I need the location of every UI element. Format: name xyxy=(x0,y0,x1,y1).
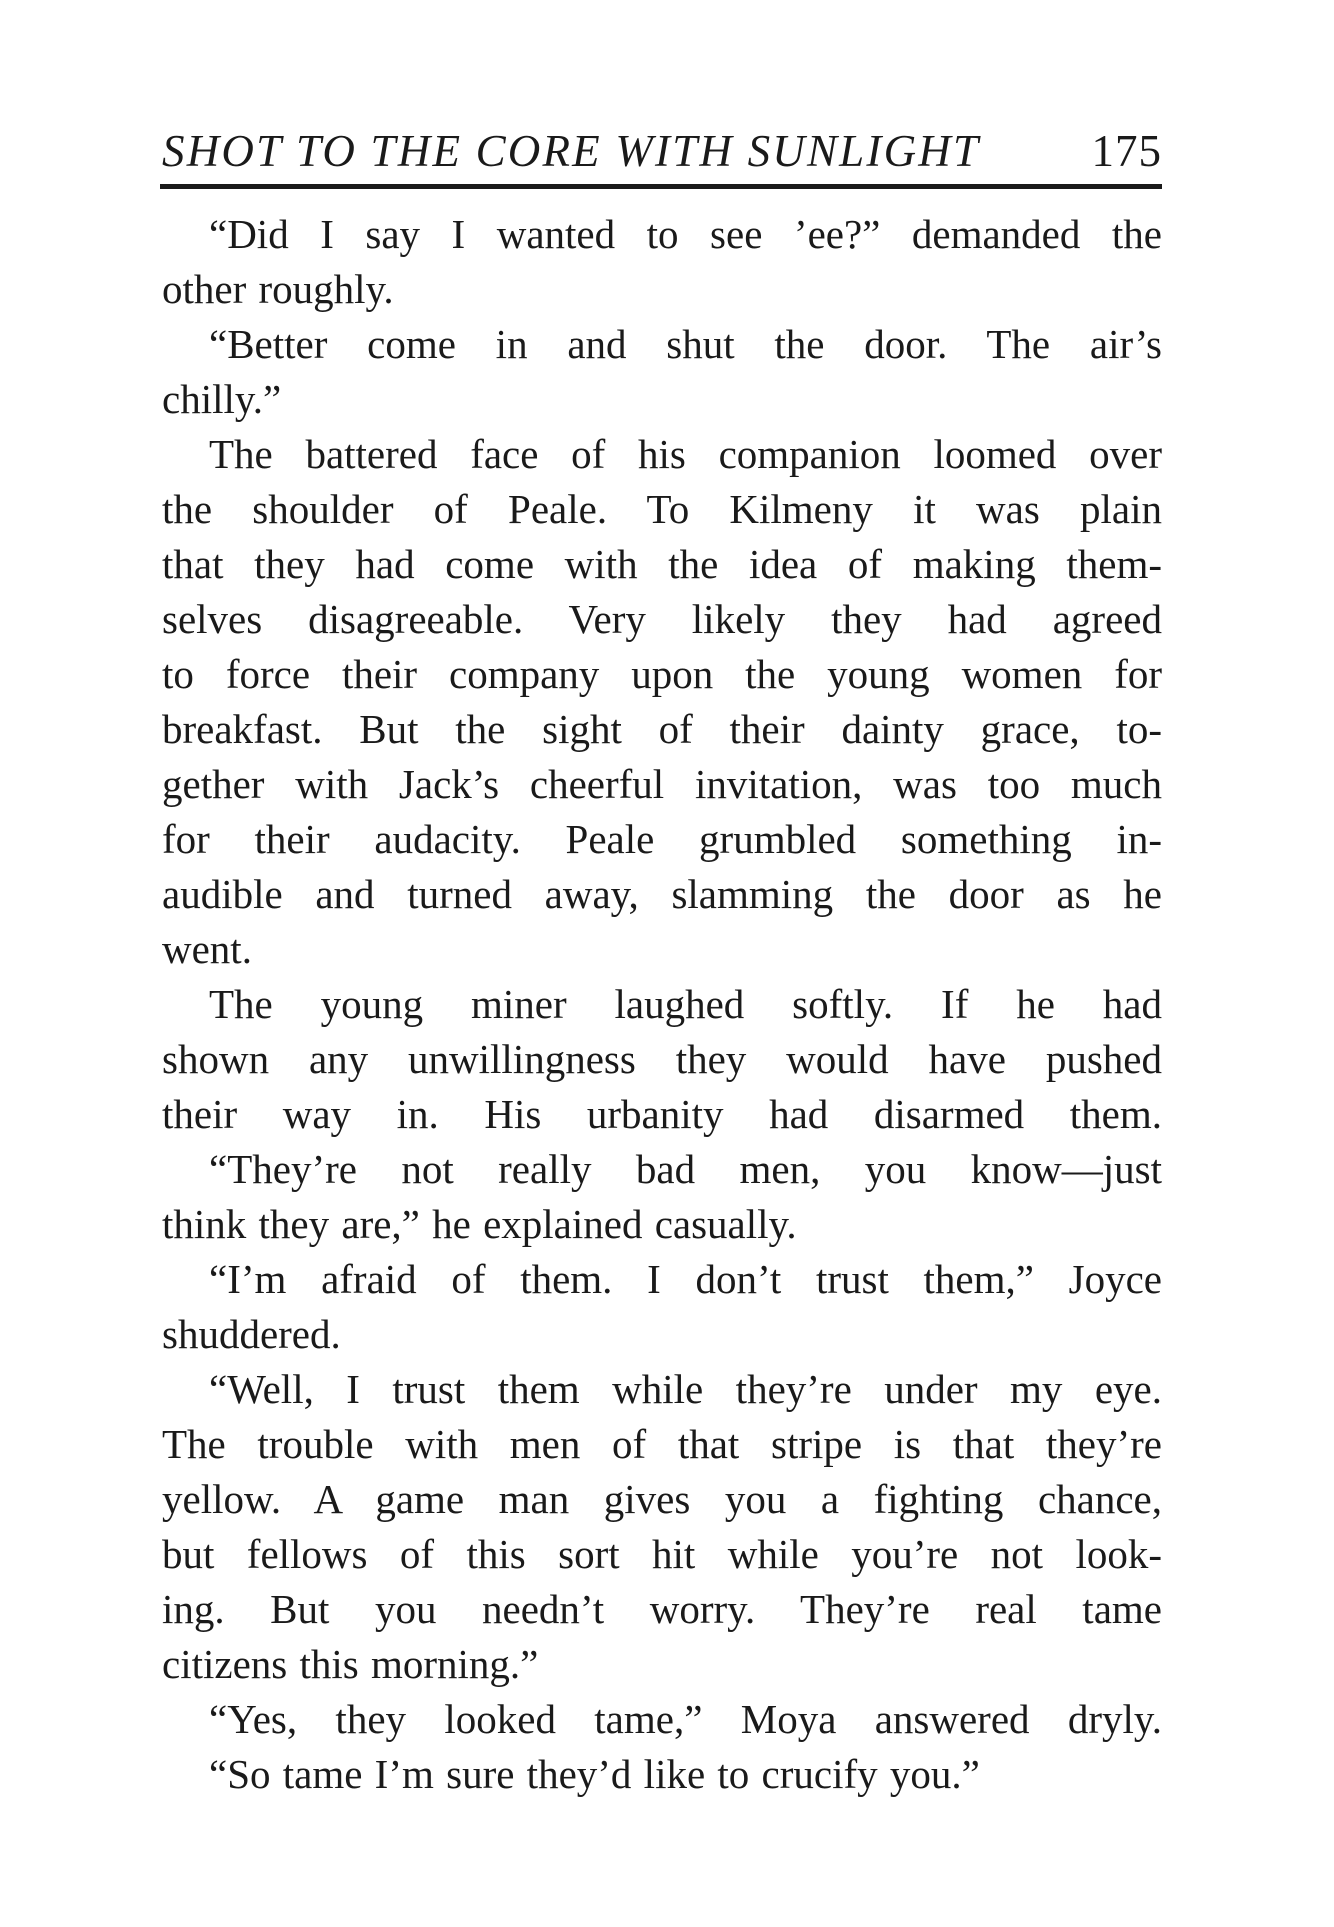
text-line: but fellows of this sort hit while you’re not look- xyxy=(162,1531,1162,1577)
text-line: citizens this morning.” xyxy=(162,1641,539,1687)
page-header xyxy=(162,125,1162,185)
text-line: breakfast. But the sight of their dainty grace, to- xyxy=(162,706,1162,752)
text-line: ing. But you needn’t worry. They’re real tame xyxy=(162,1586,1162,1632)
text-line: think they are,” he explained casually. xyxy=(162,1201,797,1247)
body-text xyxy=(162,207,1162,1802)
text-line: “Yes, they looked tame,” Moya answered dryly. xyxy=(209,1696,1162,1742)
text-line: gether with Jack’s cheerful invitation, was too much xyxy=(162,761,1162,807)
running-title: SHOT TO THE CORE WITH SUNLIGHT xyxy=(162,126,981,176)
text-line: “They’re not really bad men, you know—just xyxy=(209,1146,1162,1192)
text-line: “Well, I trust them while they’re under my eye. xyxy=(209,1366,1162,1412)
text-line: chilly.” xyxy=(162,376,282,422)
text-line: that they had come with the idea of making them- xyxy=(162,541,1162,587)
text-line: their way in. His urbanity had disarmed them. xyxy=(162,1091,1162,1137)
page-number: 175 xyxy=(1091,126,1162,176)
text-line: other roughly. xyxy=(162,266,394,312)
text-line: for their audacity. Peale grumbled something in- xyxy=(162,816,1162,862)
text-line: selves disagreeable. Very likely they had agreed xyxy=(162,596,1162,642)
text-line: shuddered. xyxy=(162,1311,341,1357)
text-line: The trouble with men of that stripe is that they’re xyxy=(162,1421,1162,1467)
text-line: shown any unwillingness they would have pushed xyxy=(162,1036,1162,1082)
text-line: went. xyxy=(162,926,252,972)
text-line: the shoulder of Peale. To Kilmeny it was plain xyxy=(162,486,1162,532)
text-line: “I’m afraid of them. I don’t trust them,” Joyce xyxy=(209,1256,1162,1302)
text-line: audible and turned away, slamming the door as he xyxy=(162,871,1162,917)
header-rule xyxy=(160,184,1162,189)
text-line: “Did I say I wanted to see ’ee?” demanded the xyxy=(209,211,1162,257)
text-line: The young miner laughed softly. If he had xyxy=(209,981,1162,1027)
text-line: “Better come in and shut the door. The air’s xyxy=(209,321,1162,367)
text-line: “So tame I’m sure they’d like to crucify you.” xyxy=(209,1751,980,1797)
text-line: yellow. A game man gives you a fighting chance, xyxy=(162,1476,1162,1522)
text-line: The battered face of his companion loomed over xyxy=(209,431,1162,477)
text-line: to force their company upon the young women for xyxy=(162,651,1162,697)
